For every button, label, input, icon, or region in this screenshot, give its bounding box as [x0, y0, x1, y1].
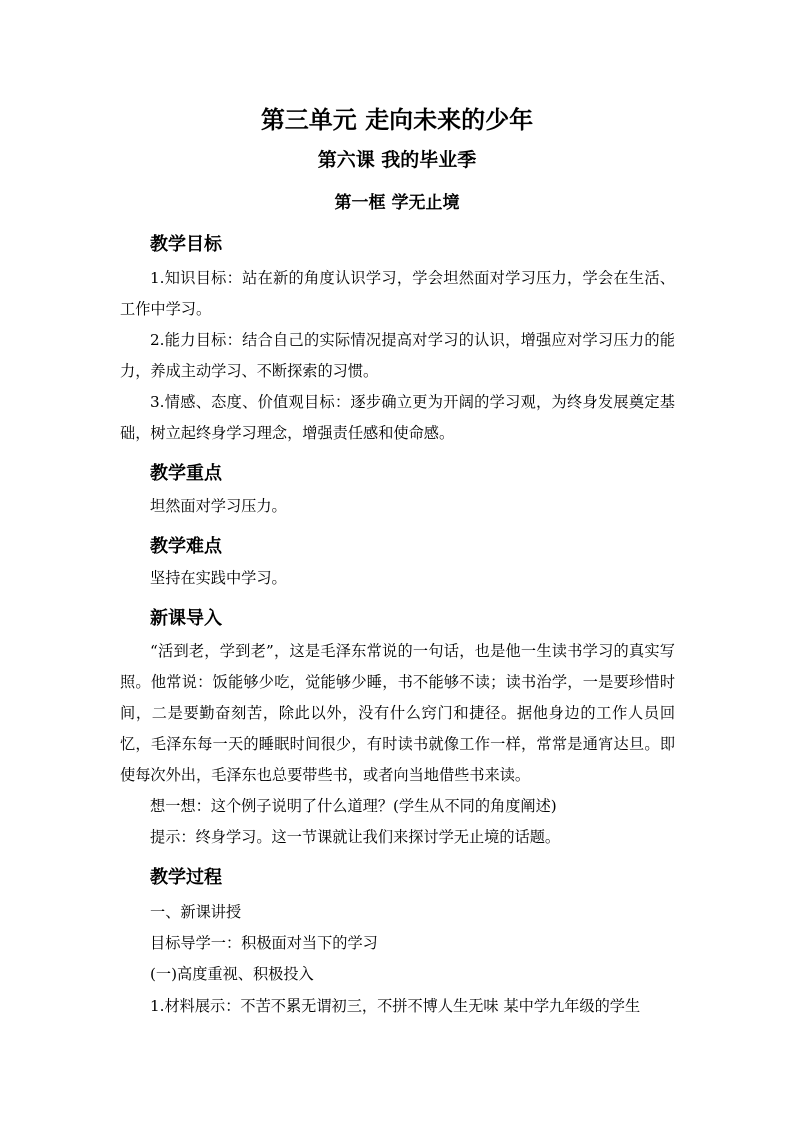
objective-item-1: 1.知识目标：站在新的角度认识学习，学会坦然面对学习压力，学会在生活、工作中学习。	[120, 269, 675, 318]
objective-item-3: 3.情感、态度、价值观目标：逐步确立更为开阔的学习观，为终身发展奠定基础，树立起终身学习理念，增强责任感和使命感。	[120, 393, 675, 442]
key-point-heading: 教学重点	[150, 463, 222, 484]
process-line: 1.材料展示：不苦不累无谓初三，不拼不博人生无味 某中学九年级的学生	[150, 997, 641, 1015]
intro-think: 想一想：这个例子说明了什么道理？(学生从不同的角度阐述)	[150, 797, 557, 815]
intro-hint: 提示：终身学习。这一节课就让我们来探讨学无止境的话题。	[150, 828, 561, 846]
intro-heading: 新课导入	[150, 608, 222, 629]
process-heading: 教学过程	[150, 867, 222, 888]
difficulty-text: 坚持在实践中学习。	[150, 569, 287, 587]
lesson-title: 第六课 我的毕业季	[317, 149, 477, 171]
objectives-heading: 教学目标	[150, 234, 222, 255]
process-line: 一、新课讲授	[150, 903, 242, 921]
process-line: (一)高度重视、积极投入	[150, 965, 314, 983]
section-title: 第一框 学无止境	[334, 193, 460, 213]
process-line: 目标导学一：积极面对当下的学习	[150, 934, 378, 952]
difficulty-heading: 教学难点	[150, 536, 222, 557]
unit-title: 第三单元 走向未来的少年	[260, 105, 534, 134]
objective-item-2: 2.能力目标：结合自己的实际情况提高对学习的认识，增强应对学习压力的能力，养成主动学习、不断探索的习惯。	[120, 331, 675, 380]
intro-paragraph: “活到老，学到老”，这是毛泽东常说的一句话，也是他一生读书学习的真实写照。他常说：饭能够少吃，觉能够少睡，书不能够不读；读书治学，一是要珍惜时间，二是要勤奋刻苦，除此以外，没有什么窍门和捷径。据他身边的工作人员回忆，毛泽东每一天的睡眠时间很少，有时读书就像工作一样，常常是通宵达旦。即使每次外出，毛泽东也总要带些书，或者向当地借些书来读。	[120, 642, 675, 784]
key-point-text: 坦然面对学习压力。	[150, 497, 287, 515]
